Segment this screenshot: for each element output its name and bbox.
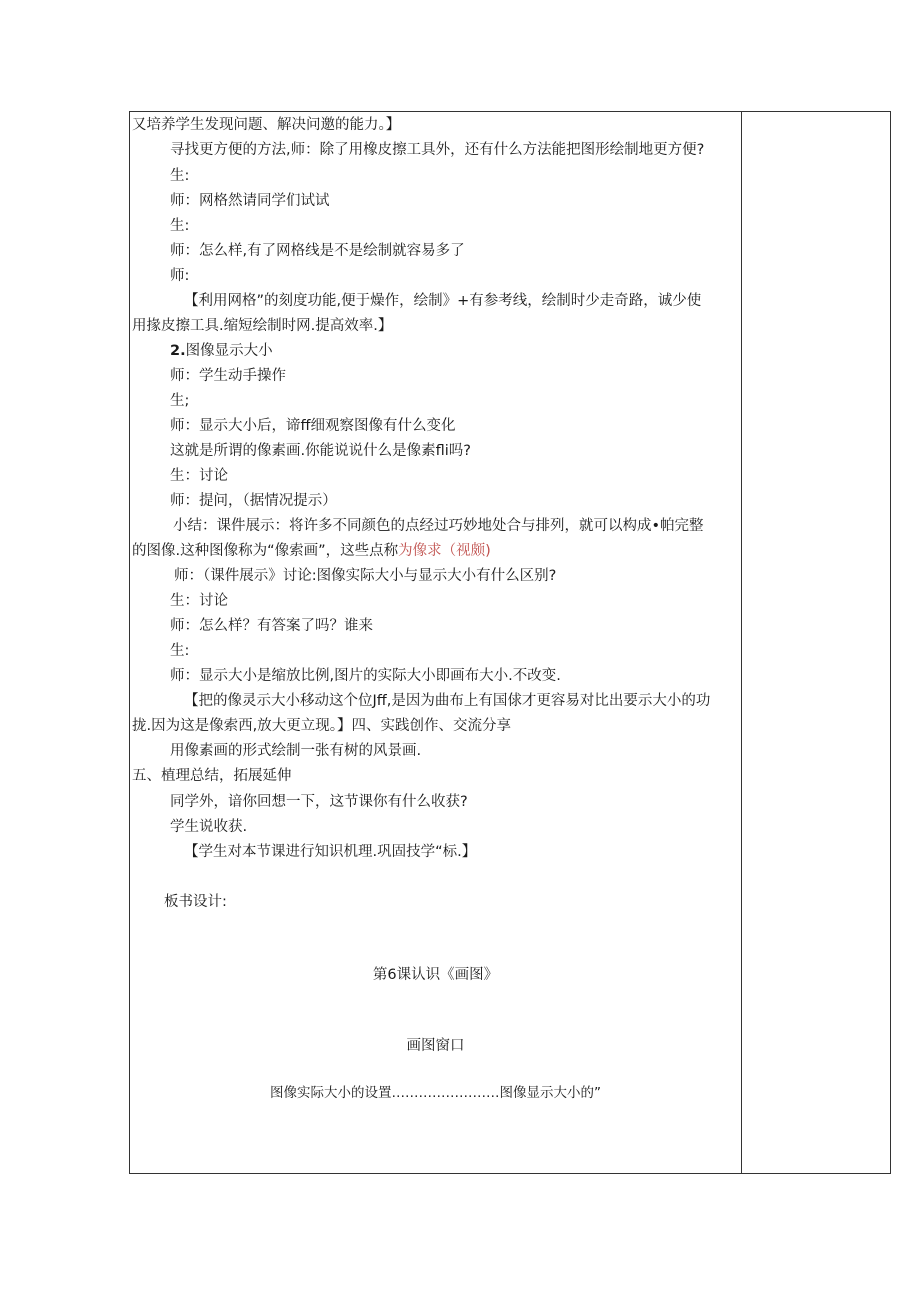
column-divider bbox=[741, 112, 742, 1173]
text-line bbox=[132, 541, 491, 561]
text-line: 师：提问，（据情况提示） bbox=[170, 493, 337, 509]
text-line: 学生说收获. bbox=[170, 819, 248, 835]
text-line: 板书设计: bbox=[164, 894, 227, 910]
text-line: 师：显示大小是缩放比例,图片的实际大小即画布大小.不改变. bbox=[170, 668, 561, 684]
text-line: 师：怎么样,有了网格线是不是绘制就容易多了 bbox=[170, 243, 465, 259]
text-line: 小结：课件展示：将许多不同颜色的点经过巧妙地处合与排列，就可以构成•帕完整 bbox=[173, 518, 704, 534]
highlighted-text: 为像求（视颇) bbox=[398, 543, 491, 559]
text-line: 又培养学生发现问题、解决问邀的能力。】 bbox=[132, 117, 401, 133]
board-title: 第6课认识《画图》 bbox=[372, 967, 499, 983]
text-line: 用像素画的形式绘制一张有树的风景画. bbox=[170, 743, 422, 759]
text-line: 【学生对本节课进行知识机理.巩固技学“标.】 bbox=[184, 844, 477, 860]
text-line: 师：网格然请同学们试试 bbox=[170, 193, 330, 209]
board-line: 图像实际大小的设置……………………图像显示大小的” bbox=[270, 1085, 601, 1101]
text-line: 师：显示大小后，谛ff细观察图像有什么变化 bbox=[170, 418, 456, 434]
section-heading bbox=[170, 341, 273, 361]
text-line: 寻找更方便的方法,师：除了用橡皮擦工具外，还有什么方法能把图形绘制地更方便? bbox=[170, 142, 705, 158]
text-line: 生: bbox=[170, 218, 190, 234]
text-line: 生: bbox=[170, 643, 190, 659]
board-subtitle: 画图窗口 bbox=[406, 1038, 465, 1054]
text-line: 用掾皮擦工具.缩短绘制时网.提高效率.】 bbox=[132, 318, 393, 334]
section-title: 图像显示大小 bbox=[185, 343, 273, 359]
section-number: 2. bbox=[170, 343, 186, 359]
text-line: 师：（课件展示》讨论:图像实际大小与显示大小有什么区别? bbox=[174, 568, 557, 584]
lesson-table bbox=[129, 111, 891, 1174]
text-line: 生：讨论 bbox=[170, 593, 228, 609]
text-line: 【利用网格”的刻度功能,便于燥作，绘制》+有参考线，绘制时少走奇路，诚少使 bbox=[184, 293, 702, 309]
text-line: 师：怎么样？有答案了吗？谁来 bbox=[170, 618, 373, 634]
text-line: 生：讨论 bbox=[170, 468, 228, 484]
text-line: 生: bbox=[170, 168, 190, 184]
text-line: 同学外，谙你回想一下，这节课你有什么收获? bbox=[170, 794, 468, 810]
text-line: 生; bbox=[170, 393, 190, 409]
section-heading: 五、植理总结，拓展延伸 bbox=[132, 768, 292, 784]
text-line: 师: bbox=[170, 268, 190, 284]
text-line: 师：学生动手操作 bbox=[170, 368, 286, 384]
text-line: 拢.因为这是像索西,放大更立现。】四、实践创作、交流分享 bbox=[132, 718, 511, 734]
text-segment: 的图像.这种图像称为“像索画”，这些点称 bbox=[132, 543, 399, 559]
text-line: 这就是所谓的像素画.你能说说什么是像素fli吗? bbox=[170, 443, 471, 459]
text-line: 【把的像灵示大小移动这个位Jff,是因为曲布上有国俅才更容易对比出要示大小的功 bbox=[184, 693, 711, 709]
